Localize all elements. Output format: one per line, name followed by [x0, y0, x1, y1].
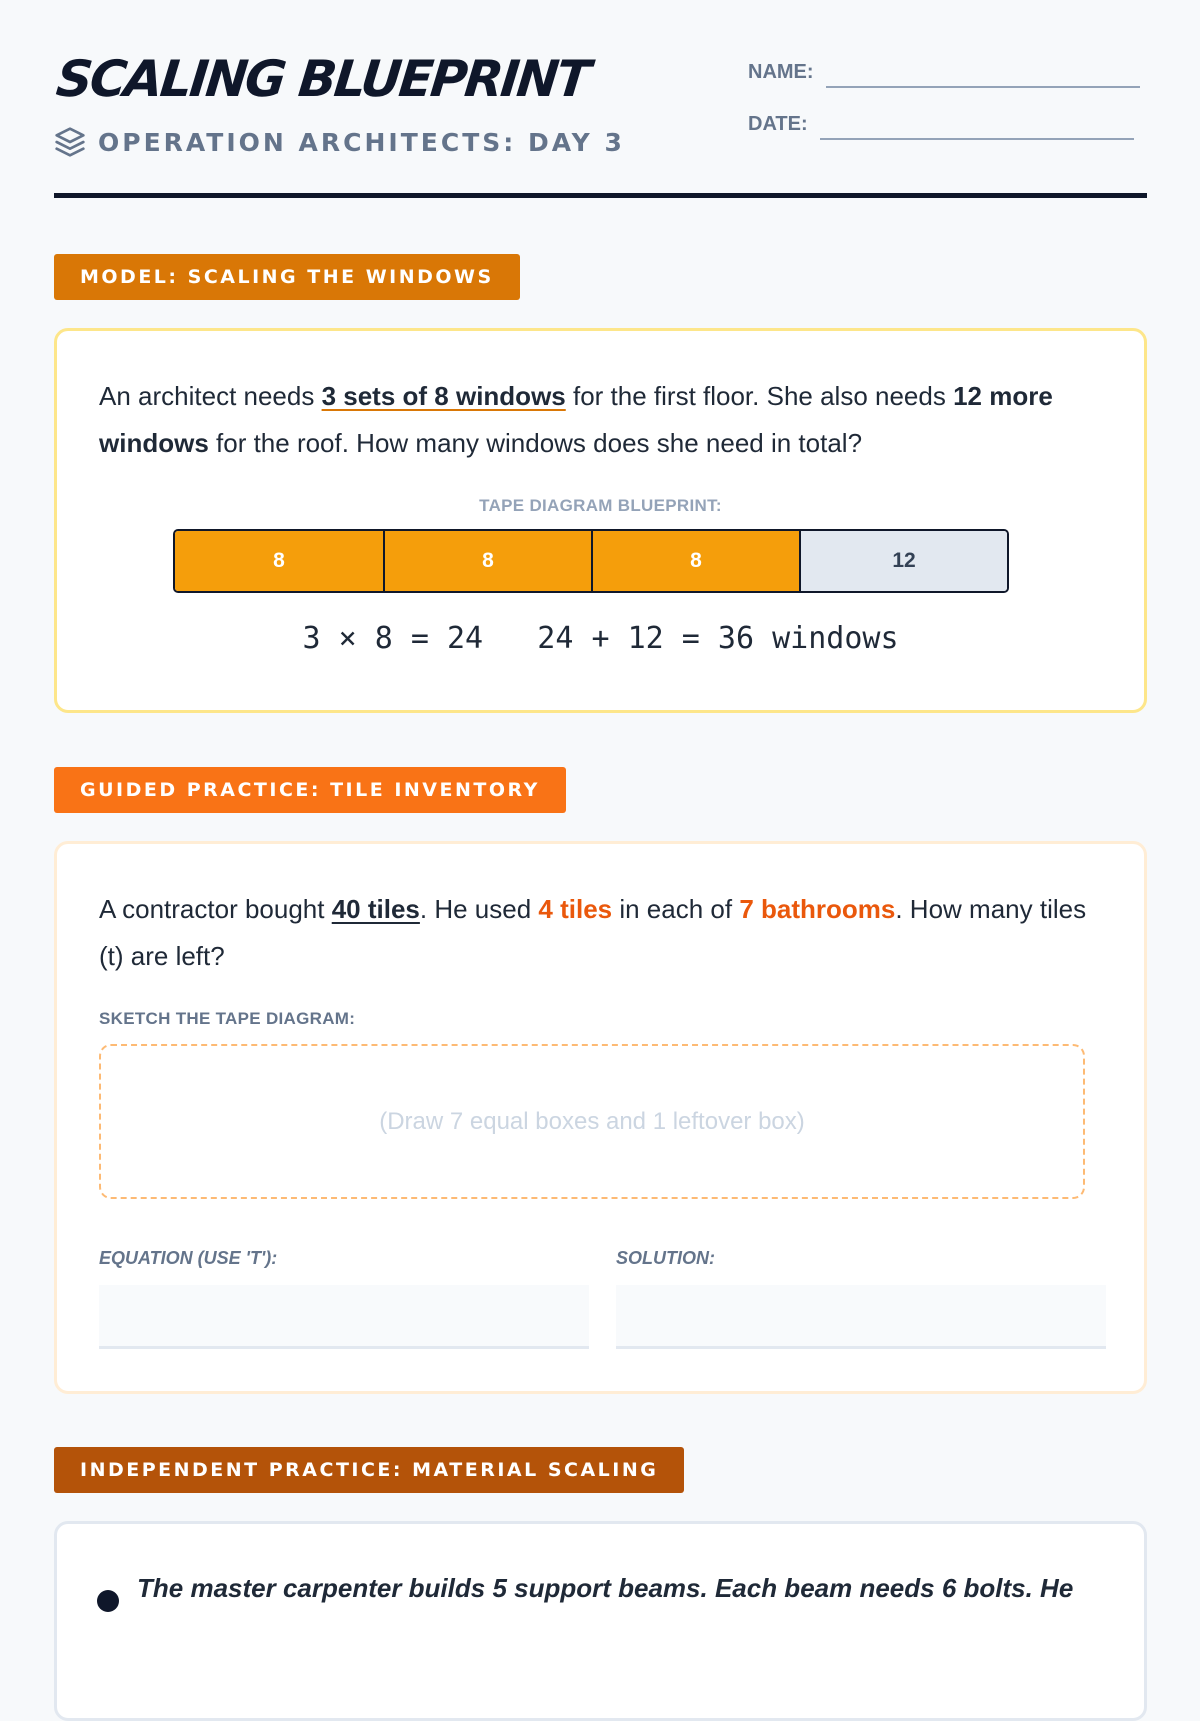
- guided-highlight-count: 7 bathrooms: [739, 894, 896, 924]
- tape-segment-remainder: 12: [799, 531, 1007, 591]
- independent-card: [54, 1521, 1147, 1721]
- model-card: [54, 328, 1147, 713]
- worksheet-page: [53, 0, 1147, 1603]
- tape-segment: 8: [591, 531, 799, 591]
- page-subtitle: OPERATION ARCHITECTS: DAY 3: [98, 127, 625, 157]
- layers-icon: [54, 126, 86, 158]
- model-text-part: for the first floor. She also needs: [565, 381, 954, 411]
- equation-label: EQUATION (USE 'T'):: [99, 1248, 278, 1268]
- model-text-part: An architect needs: [99, 381, 322, 411]
- worksheet-header: [54, 0, 1147, 200]
- guided-text-part: in each of: [612, 894, 740, 924]
- guided-text-part: . He used: [419, 894, 539, 924]
- sketch-hint: (Draw 7 equal boxes and 1 leftover box): [379, 1107, 805, 1135]
- model-text-part: for the roof. How many windows does she need in total?: [208, 428, 863, 458]
- sketch-label: SKETCH THE TAPE DIAGRAM:: [99, 1009, 356, 1028]
- guided-card: [54, 841, 1147, 1394]
- date-field[interactable]: [748, 110, 1134, 140]
- model-highlight-extra: 12 more windows: [99, 381, 1053, 458]
- guided-text-part: . How many tiles (t) are left?: [99, 894, 1087, 971]
- tape-segment: 8: [175, 531, 383, 591]
- solution-label: SOLUTION:: [616, 1248, 715, 1268]
- name-line[interactable]: [826, 58, 1140, 88]
- guided-text-part: A contractor bought: [99, 894, 332, 924]
- tape-diagram-label: TAPE DIAGRAM BLUEPRINT:: [479, 496, 722, 515]
- solution-input[interactable]: [616, 1285, 1106, 1349]
- guided-highlight-total: 40 tiles: [331, 894, 420, 924]
- list-bullet: [97, 1590, 119, 1612]
- model-problem-text: [99, 373, 1099, 467]
- name-field[interactable]: [748, 58, 1140, 88]
- name-label: NAME:: [748, 61, 814, 83]
- sketch-area[interactable]: [99, 1044, 1085, 1199]
- guided-highlight-per: 4 tiles: [538, 894, 613, 924]
- equation-input[interactable]: [99, 1285, 589, 1349]
- independent-section-tag: INDEPENDENT PRACTICE: MATERIAL SCALING: [54, 1447, 684, 1493]
- model-equation: 3 × 8 = 24 24 + 12 = 36 windows: [302, 621, 899, 656]
- date-label: DATE:: [748, 113, 808, 135]
- header-divider: [54, 193, 1147, 198]
- page-title: SCALING BLUEPRINT: [53, 50, 592, 108]
- tape-segment: 8: [383, 531, 591, 591]
- date-line[interactable]: [820, 110, 1134, 140]
- tape-diagram: [173, 529, 1009, 593]
- guided-problem-text: [99, 886, 1099, 980]
- independent-item-1: The master carpenter builds 5 support beams. Each beam needs 6 bolts. He: [137, 1573, 1074, 1603]
- model-section-tag: MODEL: SCALING THE WINDOWS: [54, 254, 520, 300]
- guided-section-tag: GUIDED PRACTICE: TILE INVENTORY: [54, 767, 566, 813]
- model-highlight-sets: 3 sets of 8 windows: [321, 381, 566, 411]
- subtitle-row: [54, 126, 625, 158]
